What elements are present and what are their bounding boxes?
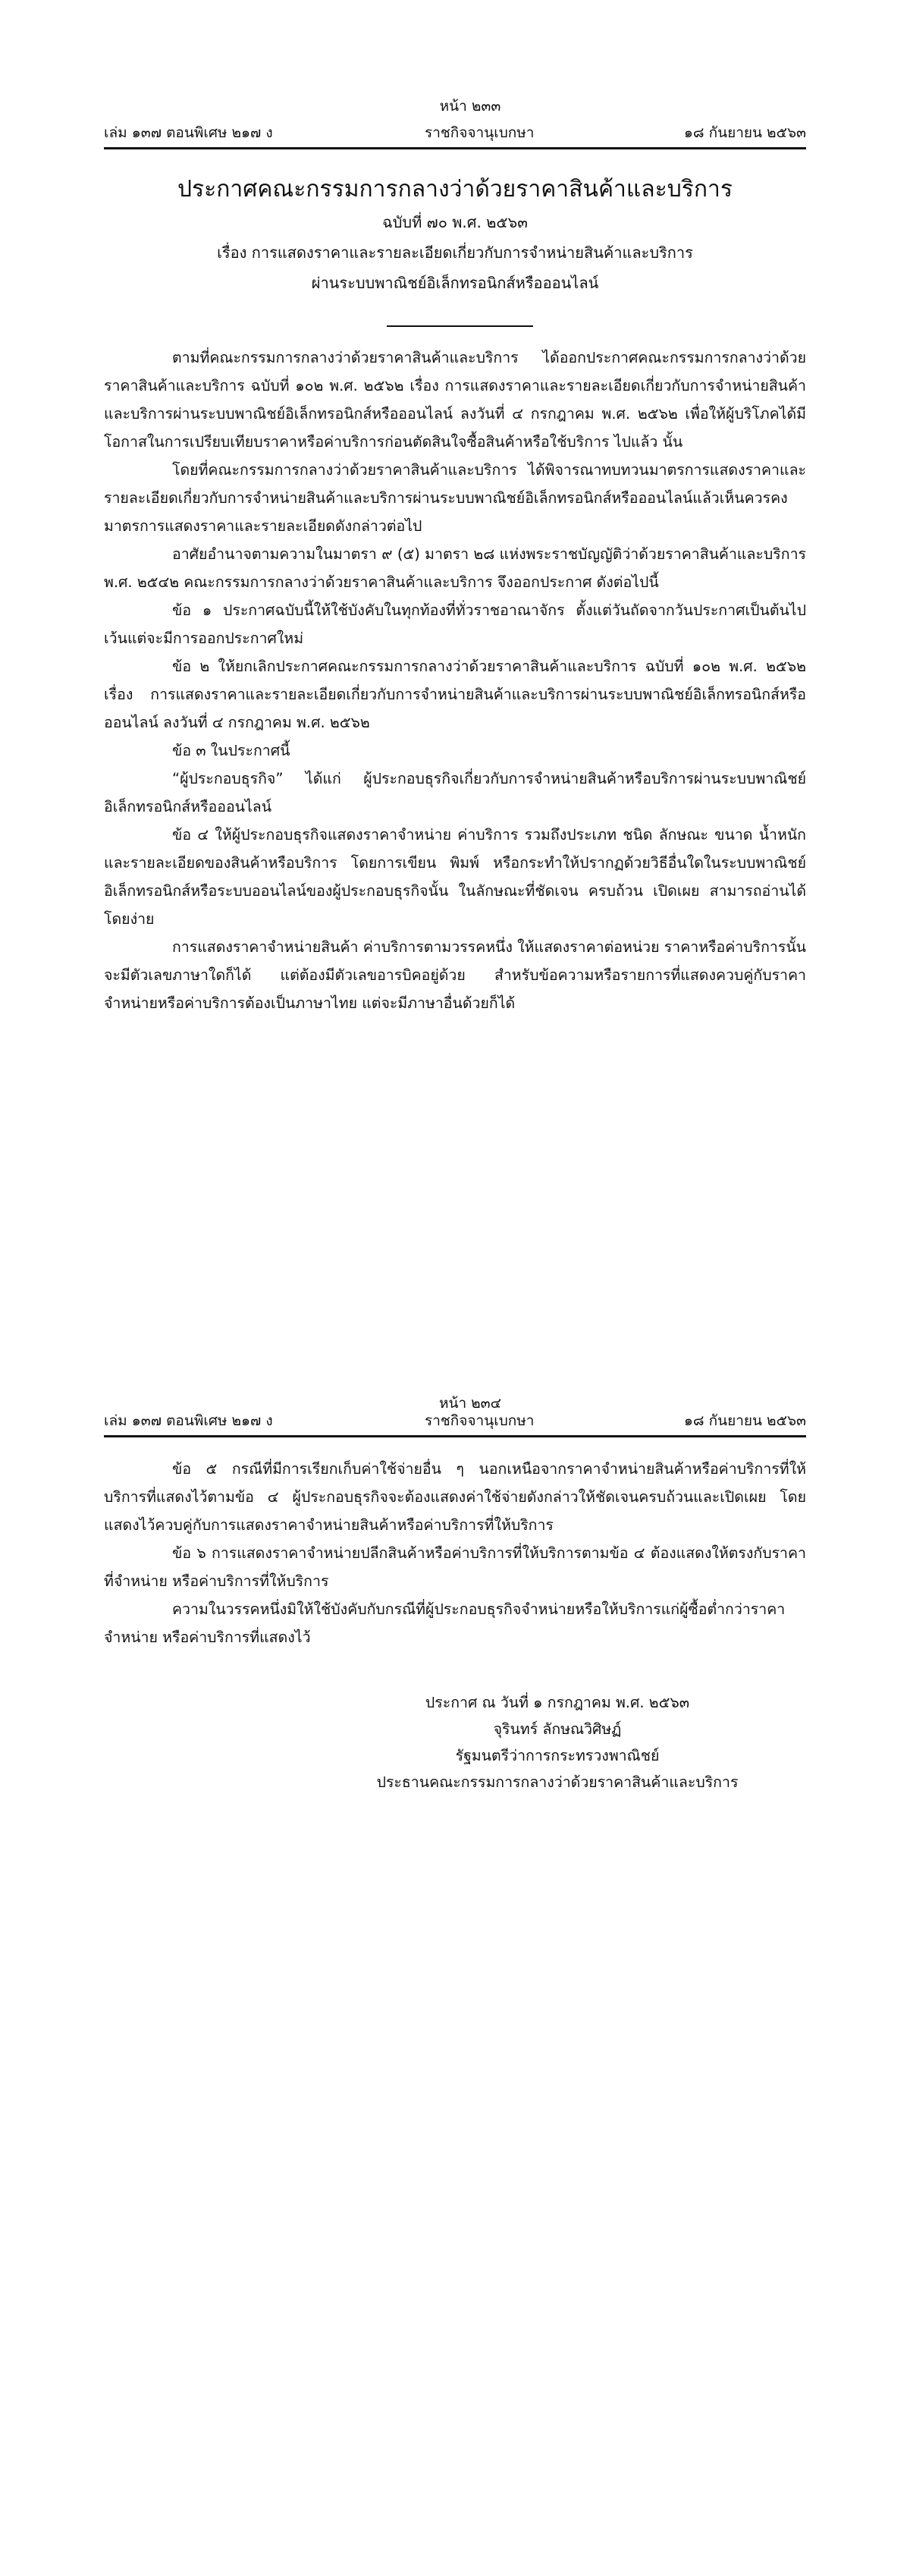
gazette-name: ราชกิจจานุเบกษา: [425, 124, 535, 141]
clause-3-definition: “ผู้ประกอบธุรกิจ” ได้แก่ ผู้ประกอบธุรกิจเกี่ยวกับการจำหน่ายสินค้าหรือบริการผ่านระบบพาณิชย์อิเล็กทรอนิกส์หรือออนไลน์: [104, 770, 806, 815]
signatory-name: จุรินทร์ ลักษณวิศิษฏ์: [493, 1720, 622, 1738]
preamble-paragraph: ตามที่คณะกรรมการกลางว่าด้วยราคาสินค้าและบริการ ได้ออกประกาศคณะกรรมการกลางว่าด้วยราคาสินค้าและบริการ ฉบับที่ ๑๐๒ พ.ศ. ๒๕๖๒ เรื่อง การแสดงราคาและรายละเอียดเกี่ยวกับการจำหน่ายสินค้าและบริการผ่านระบบพาณิชย์อิเล็กทรอนิกส์หรือออนไลน์ ลงวันที่ ๔ กรกฎาคม พ.ศ. ๒๕๖๒ เพื่อให้ผู้บริโภคได้มีโอกาสในการเปรียบเทียบราคาหรือค่าบริการก่อนตัดสินใจซื้อสินค้าหรือใช้บริการ ไปแล้ว นั้น: [104, 349, 806, 451]
clause-6: ข้อ ๖ การแสดงราคาจำหน่ายปลีกสินค้าหรือค่าบริการที่ให้บริการตามข้อ ๔ ต้องแสดงให้ตรงกับราคาที่จำหน่าย หรือค่าบริการที่ให้บริการ: [104, 1544, 806, 1590]
gazette-name: ราชกิจจานุเบกษา: [425, 1412, 535, 1429]
volume-issue: เล่ม ๑๓๗ ตอนพิเศษ ๒๑๗ ง: [104, 124, 273, 141]
page-number: หน้า ๒๓๓: [439, 98, 501, 115]
page-2-body: [104, 1455, 806, 1651]
announcement-title: ประกาศคณะกรรมการกลางว่าด้วยราคาสินค้าและบริการ: [177, 176, 733, 203]
authority-paragraph: อาศัยอำนาจตามความในมาตรา ๙ (๕) มาตรา ๒๘ แห่งพระราชบัญญัติว่าด้วยราคาสินค้าและบริการ พ.ศ. ๒๕๔๒ คณะกรรมการกลางว่าด้วยราคาสินค้าและบริการ จึงออกประกาศ ดังต่อไปนี้: [104, 545, 806, 591]
announcement-subject-line-1: เรื่อง การแสดงราคาและรายละเอียดเกี่ยวกับการจำหน่ายสินค้าและบริการ: [217, 243, 693, 262]
gazette-date: ๑๘ กันยายน ๒๕๖๓: [683, 1412, 806, 1429]
volume-issue: เล่ม ๑๓๗ ตอนพิเศษ ๒๑๗ ง: [104, 1412, 273, 1429]
signing-date: ประกาศ ณ วันที่ ๑ กรกฎาคม พ.ศ. ๒๕๖๓: [425, 1694, 690, 1711]
clause-1: ข้อ ๑ ประกาศฉบับนี้ให้ใช้บังคับในทุกท้องที่ทั่วราชอาณาจักร ตั้งแต่วันถัดจากวันประกาศเป็นต้นไป เว้นแต่จะมีการออกประกาศใหม่: [104, 602, 806, 647]
clause-6-paragraph-2: ความในวรรคหนึ่งมิให้ใช้บังคับกับกรณีที่ผู้ประกอบธุรกิจจำหน่ายหรือให้บริการแก่ผู้ซื้อต่ำกว่าราคาจำหน่าย หรือค่าบริการที่แสดงไว้: [104, 1601, 786, 1646]
gazette-date: ๑๘ กันยายน ๒๕๖๓: [683, 124, 806, 141]
review-paragraph: โดยที่คณะกรรมการกลางว่าด้วยราคาสินค้าและบริการ ได้พิจารณาทบทวนมาตรการแสดงราคาและรายละเอียดเกี่ยวกับการจำหน่ายสินค้าและบริการผ่านระบบพาณิชย์อิเล็กทรอนิกส์หรือออนไลน์แล้วเห็นควรคงมาตรการแสดงราคาและรายละเอียดดังกล่าวต่อไป: [104, 461, 806, 535]
announcement-subject-line-2: ผ่านระบบพาณิชย์อิเล็กทรอนิกส์หรือออนไลน์: [311, 274, 599, 292]
announcement-number: ฉบับที่ ๗๐ พ.ศ. ๒๕๖๓: [382, 213, 528, 231]
signature-block: [356, 1689, 758, 1795]
clause-4: ข้อ ๔ ให้ผู้ประกอบธุรกิจแสดงราคาจำหน่าย ค่าบริการ รวมถึงประเภท ชนิด ลักษณะ ขนาด น้ำหนัก และรายละเอียดของสินค้าหรือบริการ โดยการเขียน พิมพ์ หรือกระทำให้ปรากฏด้วยวิธีอื่นใดในระบบพาณิชย์อิเล็กทรอนิกส์หรือระบบออนไลน์ของผู้ประกอบธุรกิจนั้น ในลักษณะที่ชัดเจน ครบถ้วน เปิดเผย สามารถอ่านได้โดยง่าย: [104, 826, 806, 928]
signatory-position-chairman: ประธานคณะกรรมการกลางว่าด้วยราคาสินค้าและบริการ: [376, 1773, 739, 1791]
gazette-masthead: [104, 1409, 806, 1432]
clause-5: ข้อ ๕ กรณีที่มีการเรียกเก็บค่าใช้จ่ายอื่น ๆ นอกเหนือจากราคาจำหน่ายสินค้าหรือค่าบริการที่ให้บริการที่แสดงไว้ตามข้อ ๔ ผู้ประกอบธุรกิจจะต้องแสดงค่าใช้จ่ายดังกล่าวให้ชัดเจนครบถ้วนและเปิดเผย โดยแสดงไว้ควบคู่กับการแสดงราคาจำหน่ายสินค้าหรือค่าบริการที่ให้บริการ: [104, 1460, 806, 1534]
masthead-rule: [104, 1435, 806, 1437]
signatory-position-minister: รัฐมนตรีว่าการกระทรวงพาณิชย์: [455, 1747, 660, 1764]
clause-3: ข้อ ๓ ในประกาศนี้: [172, 742, 290, 759]
clause-4-paragraph-2: การแสดงราคาจำหน่ายสินค้า ค่าบริการตามวรรคหนึ่ง ให้แสดงราคาต่อหน่วย ราคาหรือค่าบริการนั้นจะมีตัวเลขภาษาใดก็ได้ แต่ต้องมีตัวเลขอารบิคอยู่ด้วย สำหรับข้อความหรือรายการที่แสดงควบคู่กับราคาจำหน่ายหรือค่าบริการต้องเป็นภาษาไทย แต่จะมีภาษาอื่นด้วยก็ได้: [104, 938, 806, 1012]
clause-2: ข้อ ๒ ให้ยกเลิกประกาศคณะกรรมการกลางว่าด้วยราคาสินค้าและบริการ ฉบับที่ ๑๐๒ พ.ศ. ๒๕๖๒ เรื่อง การแสดงราคาและรายละเอียดเกี่ยวกับการจำหน่ายสินค้าและบริการผ่านระบบพาณิชย์อิเล็กทรอนิกส์หรือออนไลน์ ลงวันที่ ๔ กรกฎาคม พ.ศ. ๒๕๖๒: [104, 658, 806, 731]
page-number: หน้า ๒๓๔: [438, 1395, 502, 1412]
